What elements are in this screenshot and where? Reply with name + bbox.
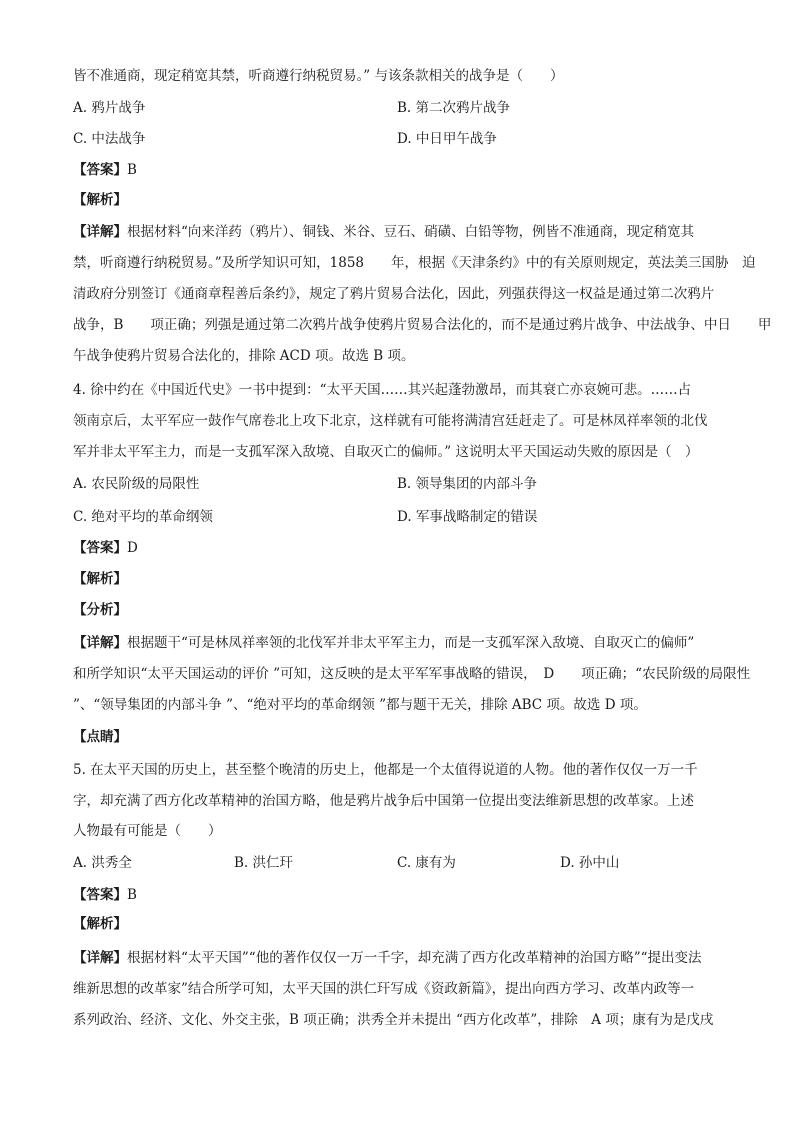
q3-option-a: A. 鸦片战争 (73, 100, 146, 116)
answer-label: 【答案】 (73, 162, 127, 178)
q5-option-c: C. 康有为 (397, 855, 456, 871)
q3-stem-tail: 皆不准通商，现定稍宽其禁，听商遵行纳税贸易。” 与该条款相关的战争是（ ） (73, 68, 564, 84)
q5-stem-line-3: 人物最有可能是（ ） (73, 823, 222, 839)
detail-label: 【详解】 (73, 224, 127, 240)
q4-detail-line-1 (73, 633, 694, 653)
answer-value: B (127, 162, 137, 178)
q3-detail-line-2: 禁，听商遵行纳税贸易。”及所学知识可知，1858 年，根据《天津条约》中的有关原则规定，英法美三国胁 迫 (73, 255, 756, 271)
q4-stem-line-2: 领南京后，太平军应一鼓作气席卷北上攻下北京，这样就有可能将满清宫廷赶走了。可是林凤祥率领的北伐 (73, 413, 708, 429)
analysis-label: 【解析】 (73, 571, 127, 587)
q3-option-d: D. 中日甲午战争 (397, 131, 497, 147)
q4-answer-row (73, 538, 138, 558)
q5-stem-line-2: 字，却充满了西方化改革精神的治国方略，他是鸦片战争后中国第一位提出变法维新思想的改革家。上述 (73, 793, 694, 809)
detail-text: 根据材料“向来洋药（鸦片）、铜钱、米谷、豆石、硝磺、白铅等物，例皆不准通商，现定稍宽其 (127, 224, 695, 240)
q4-option-c: C. 绝对平均的革命纲领 (73, 509, 213, 525)
q3-detail-line-3: 清政府分别签订《通商章程善后条约》，规定了鸦片贸易合法化，因此，列强获得这一权益是通过第二次鸦片 (73, 286, 715, 302)
analysis-label: 【解析】 (73, 192, 127, 208)
q5-stem-line-1: 5. 在太平天国的历史上，甚至整个晚清的历史上，他都是一个太值得说道的人物。他的著作仅仅一万一千 (73, 762, 698, 778)
answer-value: B (127, 887, 137, 903)
q5-detail-line-3: 系列政治、经济、文化、外交主张，B 项正确；洪秀全并未提出 “西方化改革”，排除 A 项；康有为是戊戌 (73, 1012, 714, 1028)
detail-text: 根据材料“太平天国”“他的著作仅仅一万一千字，却充满了西方化改革精神的治国方略”“提出变法 (127, 950, 702, 966)
q5-detail-line-2: 维新思想的改革家”结合所学可知，太平天国的洪仁玕写成《资政新篇》，提出向西方学习、改革内政等一 (73, 981, 695, 997)
q4-option-a: A. 农民阶级的局限性 (73, 476, 200, 492)
q4-detail-line-2: 和所学知识“太平天国运动的评价 ”可知，这反映的是太平军军事战略的错误， D 项正确；“农民阶级的局限性 (73, 666, 751, 682)
q5-option-d: D. 孙中山 (560, 855, 620, 871)
q3-detail-line-4: 战争，B 项正确；列强是通过第二次鸦片战争使鸦片贸易合法化的，而不是通过鸦片战争、中法战争、中日 甲 (73, 317, 772, 333)
dianjing-label: 【点睛】 (73, 729, 127, 745)
q4-stem-line-3: 军并非太平军主力，而是一支孤军深入敌境、自取灭亡的偏师。” 这说明太平天国运动失败的原因是（ ） (73, 444, 699, 460)
detail-label: 【详解】 (73, 635, 127, 651)
q3-detail-line-5: 午战争使鸦片贸易合法化的，排除 ACD 项。故选 B 项。 (73, 348, 415, 364)
q3-option-c: C. 中法战争 (73, 131, 146, 147)
q5-option-a: A. 洪秀全 (73, 855, 132, 871)
q3-option-b: B. 第二次鸦片战争 (397, 100, 511, 116)
q4-detail-line-3: ”、“领导集团的内部斗争 ”、“绝对平均的革命纲领 ”都与题干无关，排除 ABC 项。故选 D 项。 (73, 697, 647, 713)
q5-detail-line-1 (73, 948, 702, 968)
q3-answer-row (73, 160, 137, 180)
detail-text: 根据题干“可是林凤祥率领的北伐军并非太平军主力，而是一支孤军深入敌境、自取灭亡的偏师” (127, 635, 695, 651)
detail-label: 【详解】 (73, 950, 127, 966)
q4-option-b: B. 领导集团的内部斗争 (397, 476, 538, 492)
answer-value: D (127, 540, 138, 556)
answer-label: 【答案】 (73, 540, 127, 556)
q4-stem-line-1: 4. 徐中约在《中国近代史》一书中提到：“太平天国……其兴起蓬勃激昂，而其衰亡亦哀婉可悲。……占 (73, 382, 692, 398)
fenxi-label: 【分析】 (73, 602, 127, 618)
answer-label: 【答案】 (73, 887, 127, 903)
q5-option-b: B. 洪仁玕 (234, 855, 294, 871)
q4-option-d: D. 军事战略制定的错误 (397, 509, 538, 525)
q3-detail-line-1 (73, 222, 694, 242)
q5-answer-row (73, 885, 137, 905)
analysis-label: 【解析】 (73, 916, 127, 932)
